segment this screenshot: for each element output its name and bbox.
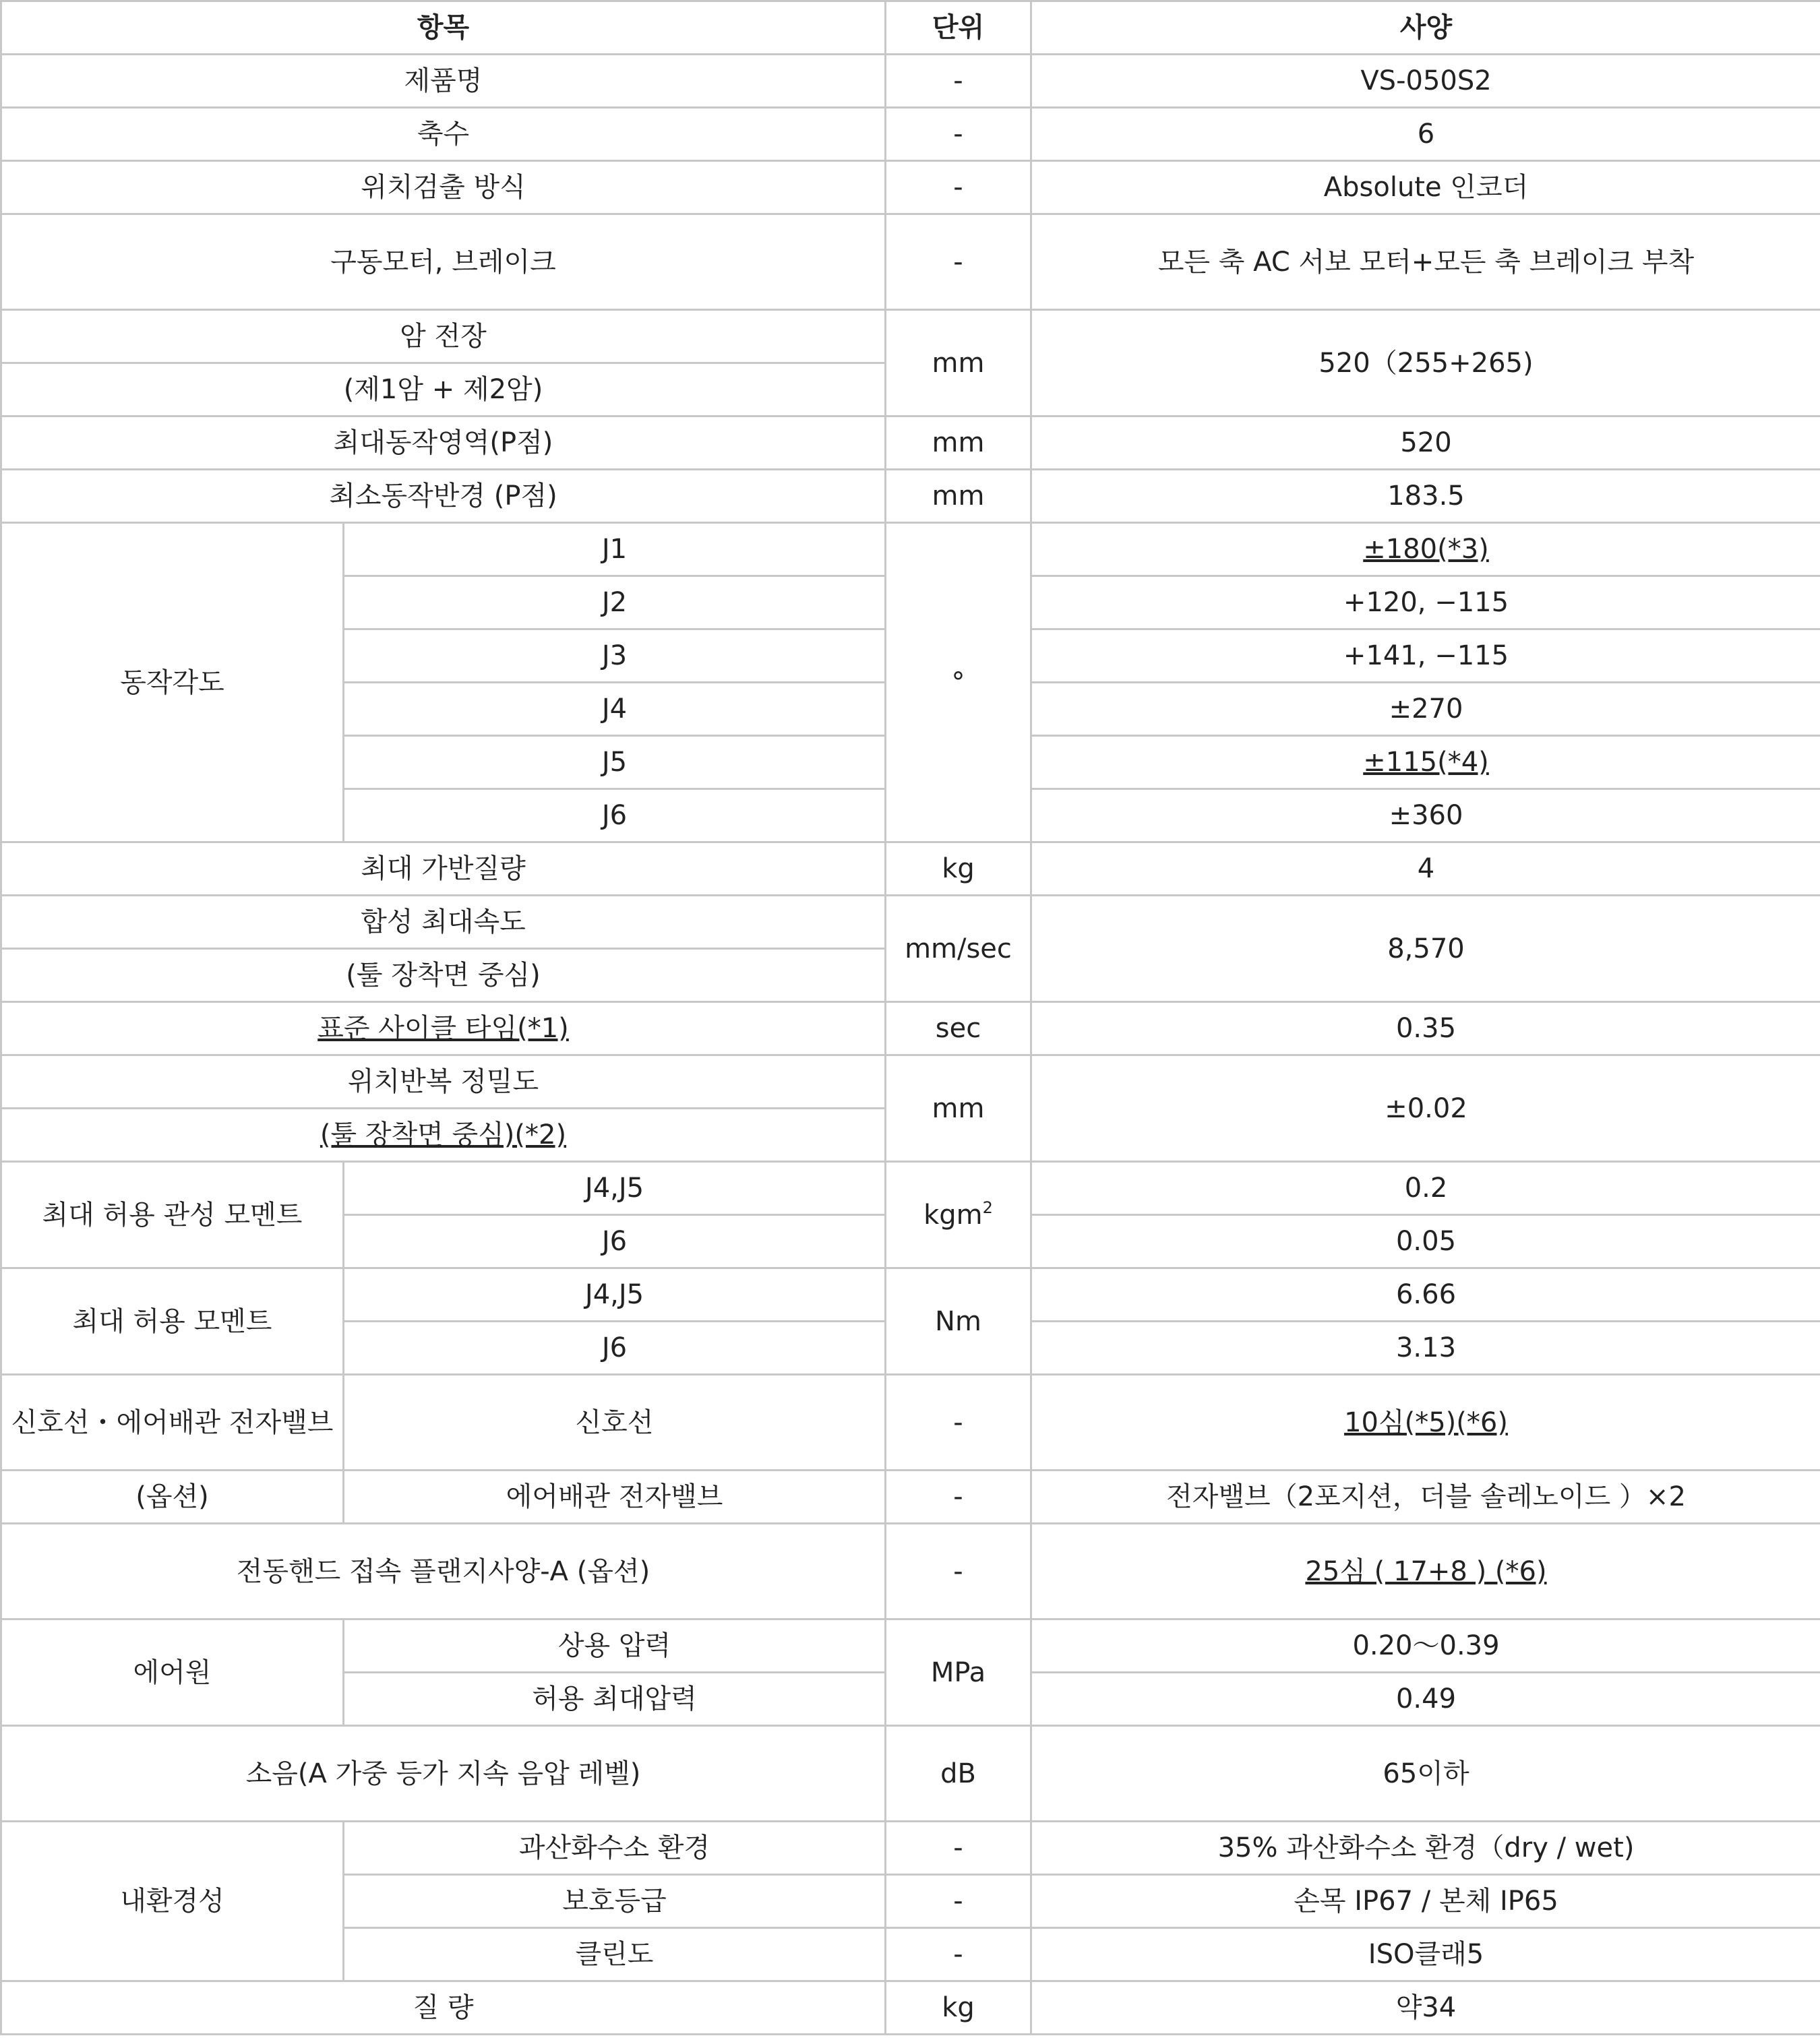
weight-value: 약34 <box>1031 1981 1820 2035</box>
noise-label: 소음(A 가중 등가 지속 음압 레벨) <box>1 1726 886 1822</box>
motion-value: +120, −115 <box>1031 576 1820 629</box>
header-row <box>1 1 1820 55</box>
row-env-h2o2 <box>1 1822 1820 1875</box>
max-area-value: 520 <box>1031 416 1820 470</box>
motion-joint: J2 <box>344 576 886 629</box>
environment-unit: - <box>886 1875 1031 1928</box>
moment-value: 3.13 <box>1031 1322 1820 1375</box>
noise-value: 65이하 <box>1031 1726 1820 1822</box>
air-source-unit: MPa <box>886 1619 1031 1726</box>
environment-value: 손목 IP67 / 본체 IP65 <box>1031 1875 1820 1928</box>
motion-joint: J5 <box>344 736 886 789</box>
row-max-payload <box>1 842 1820 896</box>
repeatability-label: 위치반복 정밀도 <box>1 1055 886 1109</box>
air-source-sub: 상용 압력 <box>344 1619 886 1673</box>
min-radius-unit: mm <box>886 470 1031 523</box>
environment-value: 35% 과산화수소 환경（dry / wet) <box>1031 1822 1820 1875</box>
header-item: 항목 <box>1 1 886 55</box>
drive-motor-value: 모든 축 AC 서보 모터+모든 축 브레이크 부착 <box>1031 214 1820 310</box>
max-speed-sublabel: (툴 장착면 중심) <box>1 949 886 1002</box>
environment-sub: 클린도 <box>344 1928 886 1981</box>
environment-unit: - <box>886 1928 1031 1981</box>
position-detection-value: Absolute 인코더 <box>1031 161 1820 214</box>
flange-value-text: 25심 ( 17+8 ) (*6) <box>1305 1555 1547 1587</box>
drive-motor-unit: - <box>886 214 1031 310</box>
motion-value: +141, −115 <box>1031 629 1820 683</box>
signal-unit: - <box>886 1375 1031 1471</box>
arm-length-sublabel: (제1암 + 제2암) <box>1 363 886 416</box>
motion-value: ±360 <box>1031 789 1820 842</box>
air-source-value: 0.20～0.39 <box>1031 1619 1820 1673</box>
repeatability-unit: mm <box>886 1055 1031 1162</box>
motion-joint: J4 <box>344 683 886 736</box>
inertia-value: 0.05 <box>1031 1215 1820 1268</box>
flange-unit: - <box>886 1524 1031 1619</box>
row-position-detection <box>1 161 1820 214</box>
row-signal <box>1 1375 1820 1471</box>
signal-sub: 신호선 <box>344 1375 886 1471</box>
arm-length-unit: mm <box>886 310 1031 416</box>
motion-range-label: 동작각도 <box>1 523 344 842</box>
environment-sub: 보호등급 <box>344 1875 886 1928</box>
product-unit: - <box>886 55 1031 108</box>
flange-value <box>1031 1524 1820 1619</box>
row-max-area <box>1 416 1820 470</box>
header-spec: 사양 <box>1031 1 1820 55</box>
noise-unit: dB <box>886 1726 1031 1822</box>
air-source-sub: 허용 최대압력 <box>344 1673 886 1726</box>
max-area-label: 최대동작영역(P점) <box>1 416 886 470</box>
air-source-label: 에어원 <box>1 1619 344 1726</box>
row-air-valve <box>1 1471 1820 1524</box>
air-valve-sub: 에어배관 전자밸브 <box>344 1471 886 1524</box>
inertia-unit <box>886 1162 1031 1268</box>
row-flange <box>1 1524 1820 1619</box>
product-value: VS-050S2 <box>1031 55 1820 108</box>
max-payload-value: 4 <box>1031 842 1820 896</box>
moment-unit: Nm <box>886 1268 1031 1375</box>
cycle-time-value: 0.35 <box>1031 1002 1820 1055</box>
environment-value: ISO클래5 <box>1031 1928 1820 1981</box>
row-max-speed <box>1 896 1820 949</box>
row-axes <box>1 108 1820 161</box>
inertia-joint: J6 <box>344 1215 886 1268</box>
environment-label: 내환경성 <box>1 1822 344 1981</box>
drive-motor-label: 구동모터, 브레이크 <box>1 214 886 310</box>
air-source-value: 0.49 <box>1031 1673 1820 1726</box>
row-min-radius <box>1 470 1820 523</box>
motion-range-unit: ° <box>886 523 1031 842</box>
row-air-pressure <box>1 1619 1820 1673</box>
signal-value <box>1031 1375 1820 1471</box>
min-radius-label: 최소동작반경 (P점) <box>1 470 886 523</box>
inertia-value: 0.2 <box>1031 1162 1820 1215</box>
motion-value: ±270 <box>1031 683 1820 736</box>
inertia-unit-base: kgm <box>923 1199 983 1231</box>
axes-unit: - <box>886 108 1031 161</box>
repeatability-value: ±0.02 <box>1031 1055 1820 1162</box>
row-cycle-time <box>1 1002 1820 1055</box>
product-label: 제품명 <box>1 55 886 108</box>
row-product <box>1 55 1820 108</box>
motion-joint: J6 <box>344 789 886 842</box>
motion-joint: J1 <box>344 523 886 576</box>
weight-unit: kg <box>886 1981 1031 2035</box>
weight-label: 질 량 <box>1 1981 886 2035</box>
inertia-joint: J4,J5 <box>344 1162 886 1215</box>
cycle-time-text: 표준 사이클 타임(*1) <box>317 1013 569 1044</box>
max-payload-label: 최대 가반질량 <box>1 842 886 896</box>
row-drive-motor <box>1 214 1820 310</box>
row-repeatability <box>1 1055 1820 1109</box>
motion-value: ±115(*4) <box>1031 736 1820 789</box>
moment-value: 6.66 <box>1031 1268 1820 1322</box>
moment-joint: J4,J5 <box>344 1268 886 1322</box>
air-valve-unit: - <box>886 1471 1031 1524</box>
signal-label: 신호선・에어배관 전자밸브 <box>1 1375 344 1471</box>
row-noise <box>1 1726 1820 1822</box>
cycle-time-unit: sec <box>886 1002 1031 1055</box>
axes-label: 축수 <box>1 108 886 161</box>
motion-joint: J3 <box>344 629 886 683</box>
max-speed-unit: mm/sec <box>886 896 1031 1002</box>
signal-value-text: 10심(*5)(*6) <box>1344 1407 1508 1438</box>
moment-label: 최대 허용 모멘트 <box>1 1268 344 1375</box>
arm-length-value: 520（255+265) <box>1031 310 1820 416</box>
position-detection-unit: - <box>886 161 1031 214</box>
axes-value: 6 <box>1031 108 1820 161</box>
environment-sub: 과산화수소 환경 <box>344 1822 886 1875</box>
max-speed-value: 8,570 <box>1031 896 1820 1002</box>
environment-unit: - <box>886 1822 1031 1875</box>
flange-label: 전동핸드 접속 플랜지사양-A (옵션) <box>1 1524 886 1619</box>
row-inertia-j45 <box>1 1162 1820 1215</box>
header-unit: 단위 <box>886 1 1031 55</box>
repeatability-subtext: (툴 장착면 중심)(*2) <box>320 1119 567 1150</box>
air-valve-value: 전자밸브（2포지션，더블 솔레노이드 ）×2 <box>1031 1471 1820 1524</box>
repeatability-sublabel <box>1 1109 886 1162</box>
max-area-unit: mm <box>886 416 1031 470</box>
position-detection-label: 위치검출 방식 <box>1 161 886 214</box>
row-arm-length <box>1 310 1820 363</box>
inertia-label: 최대 허용 관성 모멘트 <box>1 1162 344 1268</box>
motion-value: ±180(*3) <box>1031 523 1820 576</box>
cycle-time-label <box>1 1002 886 1055</box>
arm-length-label: 암 전장 <box>1 310 886 363</box>
moment-joint: J6 <box>344 1322 886 1375</box>
inertia-unit-sup: 2 <box>982 1198 993 1217</box>
max-payload-unit: kg <box>886 842 1031 896</box>
row-moment-j45 <box>1 1268 1820 1322</box>
min-radius-value: 183.5 <box>1031 470 1820 523</box>
row-weight <box>1 1981 1820 2035</box>
max-speed-label: 합성 최대속도 <box>1 896 886 949</box>
row-motion-j1 <box>1 523 1820 576</box>
air-valve-label: (옵션) <box>1 1471 344 1524</box>
